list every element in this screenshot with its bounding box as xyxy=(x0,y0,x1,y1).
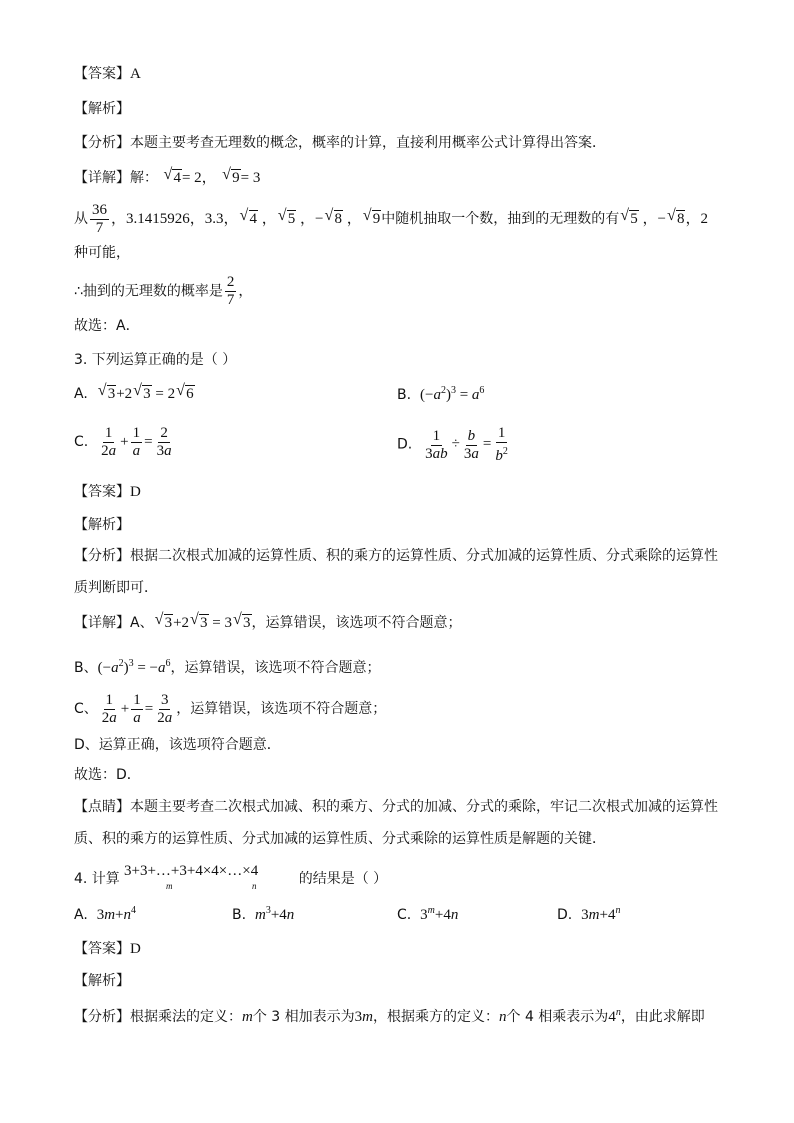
q3-answer-line: 【答案】D xyxy=(74,484,141,500)
q3-stem: 3. 下列运算正确的是（ ） xyxy=(74,352,237,368)
q3-detail-b: B、$(-a^2)^3 = -a^6$，运算错误，该选项不符合题意； xyxy=(74,658,381,676)
analysis-heading: 【解析】 xyxy=(74,101,130,117)
q4-option-b: B. $m^3+4n$ xyxy=(232,905,295,923)
q3-option-a: A. √ 3+2√ 3 = 2√ 6 xyxy=(74,385,195,403)
q3-dianjing-line2: 质、积的乘方的运算性质、分式加减的运算性质、分式乘除的运算性质是解题的关键． xyxy=(74,831,606,847)
fenxi-line xyxy=(74,133,606,153)
eq-3: = 3 xyxy=(240,170,261,186)
svg-text:m: m xyxy=(166,881,173,891)
q4-analysis-heading: 【解析】 xyxy=(74,973,130,989)
q3-detail-d: D、运算正确，该选项符合题意． xyxy=(74,737,281,753)
q3-dianjing-line1: 【点睛】本题主要考查二次根式加减、积的乘方、分式的加减、分式的乘除，牢记二次根式加减的运算性 xyxy=(74,799,718,815)
answer-line xyxy=(74,64,141,84)
sqrt-9: √ 9 xyxy=(222,168,241,188)
mid-text: 中随机抽取一个数，抽到的无理数的有 xyxy=(381,210,620,227)
q4-fenxi-line: 【分析】根据乘法的定义：m个 3 相加表示为3m，根据乘方的定义：n个 4 相乘表示为4$^n$，由此求解即 xyxy=(74,1007,705,1025)
fenxi-tag: 【分析】 xyxy=(74,135,130,151)
two-text: ，2 xyxy=(685,210,708,227)
q3-option-c: C. $\frac{1}{2a}$ + $\frac{1}{a}$ = $\frac{2}{3a}$ xyxy=(74,425,172,459)
q3-option-b: B. $(-a^2)^3 = a^6$ xyxy=(397,385,485,403)
q3-choose: 故选：D． xyxy=(74,767,141,783)
q4-answer-line: 【答案】D xyxy=(74,941,141,957)
prob-pre: ∴抽到的无理数的概率是 xyxy=(74,283,223,300)
from-text: 从 xyxy=(74,210,88,227)
sqrt-4: √ 4 xyxy=(163,168,182,188)
q4-option-c: C. $3^m+4n$ xyxy=(397,905,459,923)
eq-2: = 2， xyxy=(181,170,217,186)
q3-detail-c: C、 $\frac{1}{2a}$ + $\frac{1}{a}$ = $\frac{3}{2a}$ ，运算错误，该选项不符合题意； xyxy=(74,692,387,726)
detail-pre: 解： xyxy=(130,170,158,186)
q3-fenxi-line1: 【分析】根据二次根式加减的运算性质、积的乘方的运算性质、分式加减的运算性质、分式乘除的运算性 xyxy=(74,548,718,564)
q3-analysis-heading: 【解析】 xyxy=(74,517,130,533)
q3-option-d: D. $\frac{1}{3ab}$ ÷ $\frac{b}{3a}$ = $\frac{1}{b^2}$ xyxy=(397,425,508,464)
fenxi-text: 本题主要考查无理数的概念，概率的计算，直接利用概率公式计算得出答案． xyxy=(130,135,606,151)
q3-fenxi-line2: 质判断即可． xyxy=(74,580,158,596)
numbers-text: ，3.1415926，3.3， xyxy=(111,210,239,227)
detail-line xyxy=(74,168,260,188)
q4-answer-value: D xyxy=(130,941,141,957)
q4-option-d: D. $3m+4^n$ xyxy=(557,905,621,923)
line-kinds: 种可能， xyxy=(74,245,130,261)
garbled-expression-graphic xyxy=(124,861,294,891)
answer-value: A xyxy=(130,66,141,82)
svg-text:3+3+…+3+4×4×…×4: 3+3+…+3+4×4×…×4 xyxy=(124,863,259,879)
frac-36-7: $\frac{36}{7}$ xyxy=(92,202,107,236)
frac-2-7: $\frac{2}{7}$ xyxy=(226,274,235,308)
q4-stem: 4. 计算 3+3+…+3+4×4×…×4 m n 的结果是（ ） xyxy=(74,861,387,897)
svg-text:n: n xyxy=(252,881,257,891)
choose-line: 故选：A． xyxy=(74,318,140,334)
detail-tag: 【详解】 xyxy=(74,170,130,186)
q4-expression-image xyxy=(124,861,294,897)
q4-option-a: A. $3m+n^4$ xyxy=(74,905,136,923)
prob-line: ∴抽到的无理数的概率是 $\frac{2}{7}$ ， xyxy=(74,274,253,308)
sample-line: 从 $\frac{36}{7}$ ，3.1415926，3.3，√ 4 ，√ 5 ，−√ 8 ，√ 9中随机抽取一个数，抽到的无理数的有√ 5 ，−√ 8，2 xyxy=(74,202,708,237)
answer-tag: 【答案】 xyxy=(74,66,130,82)
q3-detail-a: 【详解】A、√ 3+2√ 3 = 3√ 3，运算错误，该选项不符合题意； xyxy=(74,613,462,633)
q3-answer-value: D xyxy=(130,484,141,500)
